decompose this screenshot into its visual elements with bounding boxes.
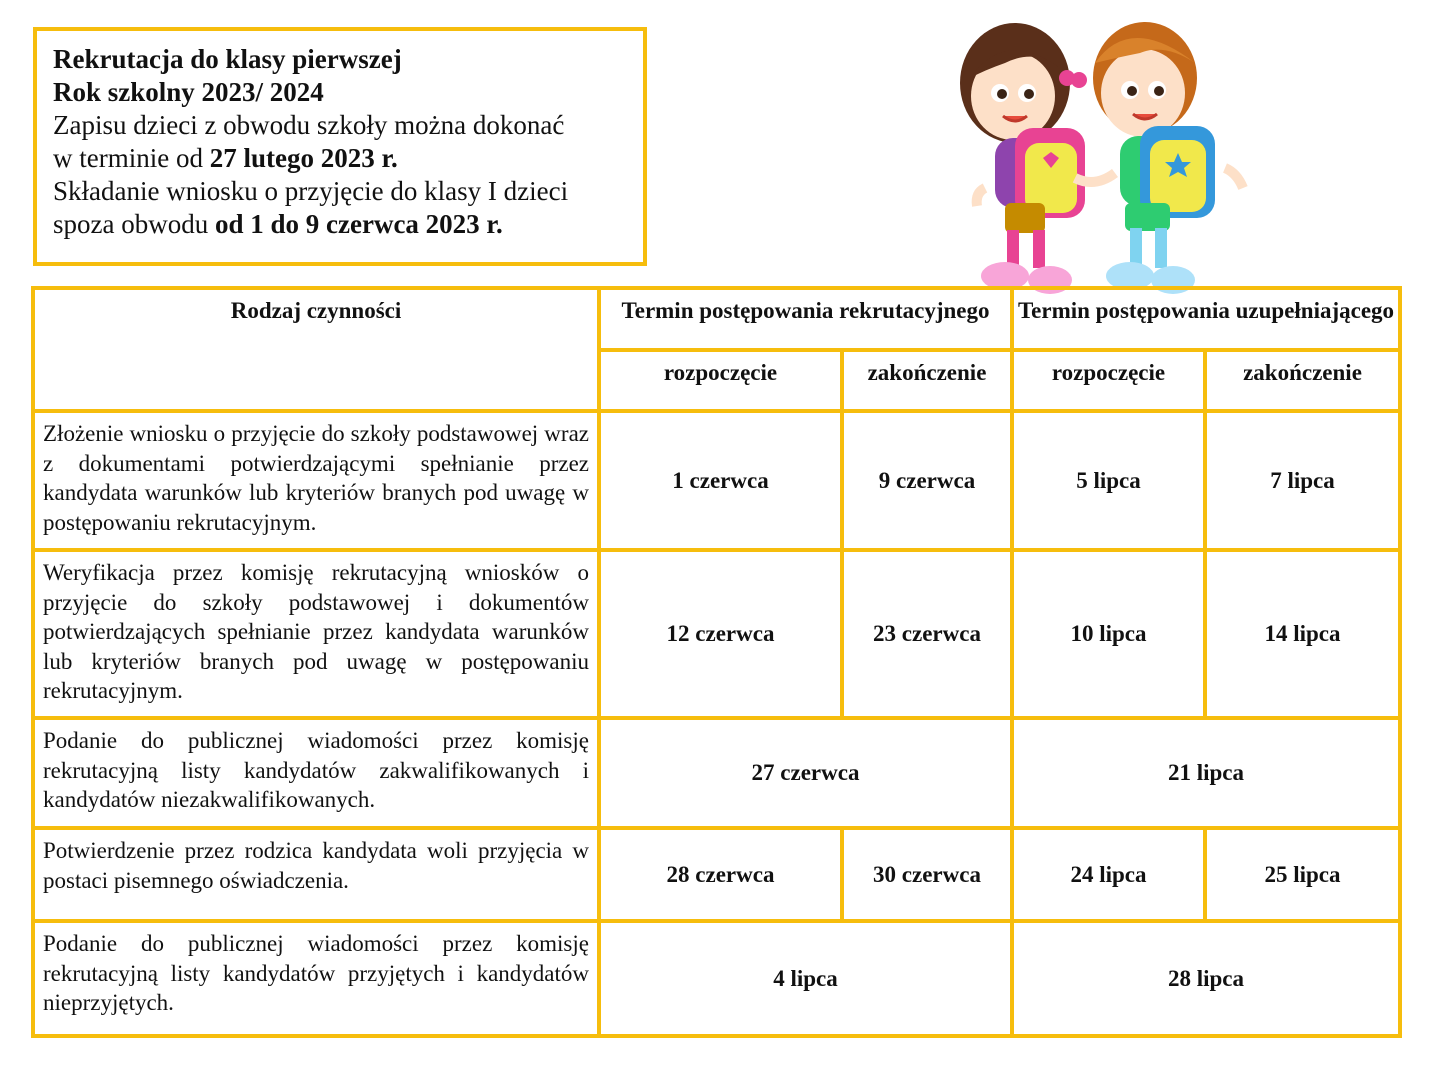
header-activity: Rodzaj czynności: [33, 288, 599, 411]
subheader-supplementary-end: zakończenie: [1205, 350, 1400, 411]
supplementary-end-date: 7 lipca: [1205, 411, 1400, 550]
header-supplementary-term: Termin postępowania uzupełniającego: [1012, 288, 1400, 350]
recruitment-start-date: 12 czerwca: [599, 550, 842, 718]
table-row: [33, 828, 1400, 921]
info-line-3b-date: 27 lutego 2023 r.: [209, 143, 398, 173]
info-school-year: Rok szkolny 2023/ 2024: [53, 77, 324, 107]
table-row: [33, 550, 1400, 718]
info-box: [33, 27, 647, 266]
recruitment-start-date: 1 czerwca: [599, 411, 842, 550]
recruitment-end-date: 23 czerwca: [842, 550, 1012, 718]
table-row: [33, 411, 1400, 550]
row-description: Podanie do publicznej wiadomości przez komisję rekrutacyjną listy kandydatów przyjętych i kandydatów nieprzyjętych.: [33, 921, 599, 1036]
girl-figure: [960, 23, 1087, 294]
school-kids-illustration: [945, 8, 1265, 298]
header-recruitment-term: Termin postępowania rekrutacyjnego: [599, 288, 1012, 350]
recruitment-end-date: 30 czerwca: [842, 828, 1012, 921]
supplementary-date: 21 lipca: [1012, 718, 1400, 828]
subheader-supplementary-start: rozpoczęcie: [1012, 350, 1205, 411]
row-description: Podanie do publicznej wiadomości przez komisję rekrutacyjną listy kandydatów zakwalifikowanych i kandydatów niezakwalifikowanych.: [33, 718, 599, 828]
info-title: Rekrutacja do klasy pierwszej: [53, 44, 402, 74]
info-line-3b-prefix: w terminie od: [53, 143, 210, 173]
supplementary-date: 28 lipca: [1012, 921, 1400, 1036]
recruitment-date: 4 lipca: [599, 921, 1012, 1036]
boy-figure: [1093, 22, 1243, 294]
subheader-recruitment-start: rozpoczęcie: [599, 350, 842, 411]
supplementary-end-date: 14 lipca: [1205, 550, 1400, 718]
info-line-3a: Zapisu dzieci z obwodu szkoły można dokonać: [53, 110, 565, 140]
info-line-4b-prefix: spoza obwodu: [53, 209, 215, 239]
info-line-4b-date: od 1 do 9 czerwca 2023 r.: [214, 209, 503, 239]
recruitment-date: 27 czerwca: [599, 718, 1012, 828]
subheader-recruitment-end: zakończenie: [842, 350, 1012, 411]
table-row: [33, 718, 1400, 828]
table-row: [33, 921, 1400, 1036]
row-description: Złożenie wniosku o przyjęcie do szkoły podstawowej wraz z dokumentami potwierdzającymi spełnianie przez kandydata warunków lub kryteriów branych pod uwagę w postępowaniu rekrutacyjnym.: [33, 411, 599, 550]
supplementary-end-date: 25 lipca: [1205, 828, 1400, 921]
row-description: Potwierdzenie przez rodzica kandydata woli przyjęcia w postaci pisemnego oświadczenia.: [33, 828, 599, 921]
supplementary-start-date: 24 lipca: [1012, 828, 1205, 921]
info-line-4a: Składanie wniosku o przyjęcie do klasy I dzieci: [53, 176, 569, 206]
row-description: Weryfikacja przez komisję rekrutacyjną wniosków o przyjęcie do szkoły podstawowej i dokumentów potwierdzających spełnianie przez kandydata warunków lub kryteriów branych pod uwagę w postępowaniu rekrutacyjnym.: [33, 550, 599, 718]
info-line-3b: [53, 142, 627, 175]
recruitment-start-date: 28 czerwca: [599, 828, 842, 921]
recruitment-end-date: 9 czerwca: [842, 411, 1012, 550]
recruitment-schedule-table: [31, 286, 1402, 1038]
info-line-4b: [53, 208, 627, 241]
supplementary-start-date: 5 lipca: [1012, 411, 1205, 550]
supplementary-start-date: 10 lipca: [1012, 550, 1205, 718]
